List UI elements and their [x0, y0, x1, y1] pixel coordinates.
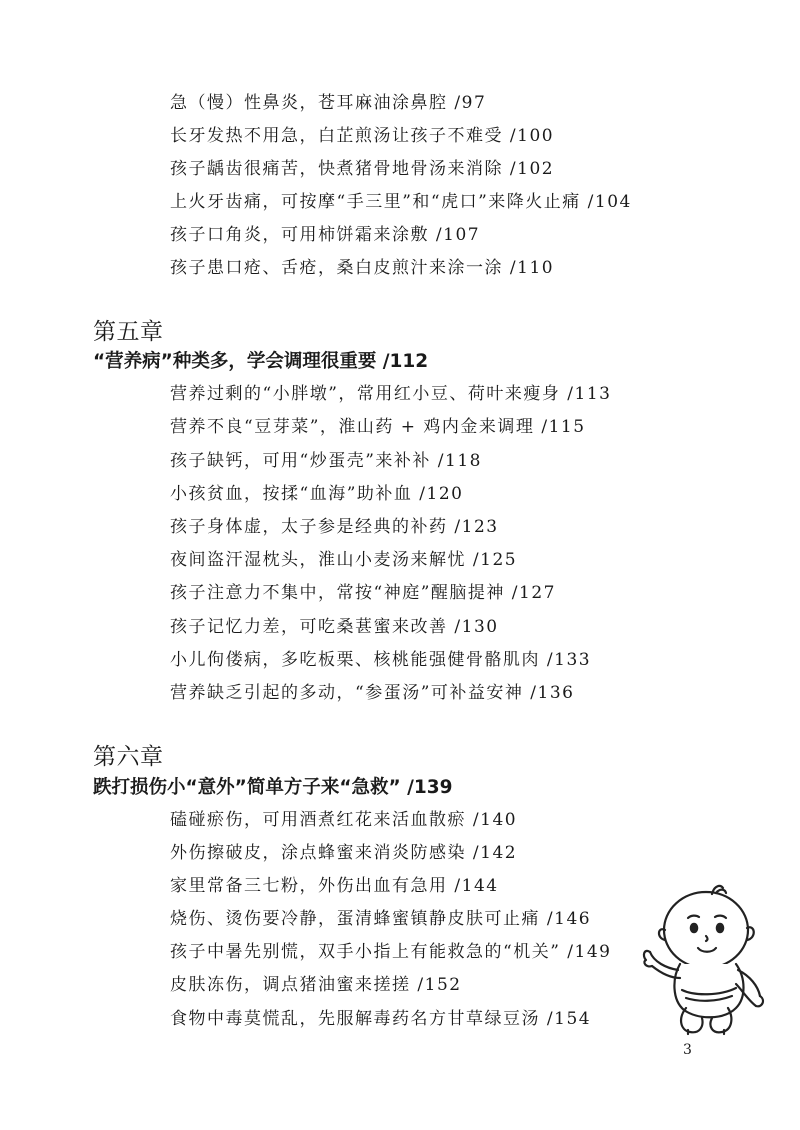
- toc-entry: 营养过剩的“小胖墩”，常用红小豆、荷叶来瘦身 /113: [170, 384, 612, 404]
- toc-entry: 上火牙齿痛，可按摩“手三里”和“虎口”来降火止痛 /104: [170, 192, 632, 212]
- toc-entry: 营养缺乏引起的多动，“参蛋汤”可补益安神 /136: [170, 683, 575, 703]
- toc-entry: 小孩贫血，按揉“血海”助补血 /120: [170, 484, 464, 504]
- toc-entry: 孩子龋齿很痛苦，快煮猪骨地骨汤来消除 /102: [170, 159, 555, 179]
- baby-illustration-icon: [628, 878, 778, 1038]
- chapter-label: 第五章: [93, 319, 164, 345]
- toc-entry: 孩子记忆力差，可吃桑葚蜜来改善 /130: [170, 617, 499, 637]
- toc-entry: 孩子身体虚，太子参是经典的补药 /123: [170, 517, 499, 537]
- toc-entry: 烧伤、烫伤要冷静，蛋清蜂蜜镇静皮肤可止痛 /146: [170, 909, 592, 929]
- toc-entry: 皮肤冻伤，调点猪油蜜来搓搓 /152: [170, 975, 462, 995]
- toc-entry: 长牙发热不用急，白芷煎汤让孩子不难受 /100: [170, 126, 555, 146]
- chapter-title: 跌打损伤小“意外”简单方子来“急救” /139: [93, 777, 453, 798]
- toc-entry: 小儿佝偻病，多吃板栗、核桃能强健骨骼肌肉 /133: [170, 650, 592, 670]
- chapter-title: “营养病”种类多，学会调理很重要 /112: [93, 351, 429, 372]
- toc-entry: 孩子注意力不集中，常按“神庭”醒脑提神 /127: [170, 583, 556, 603]
- toc-entry: 孩子患口疮、舌疮，桑白皮煎汁来涂一涂 /110: [170, 258, 555, 278]
- toc-entry: 急（慢）性鼻炎，苍耳麻油涂鼻腔 /97: [170, 93, 487, 113]
- page-number: 3: [683, 1042, 692, 1058]
- toc-entry: 食物中毒莫慌乱，先服解毒药名方甘草绿豆汤 /154: [170, 1009, 592, 1029]
- chapter-label: 第六章: [93, 744, 164, 770]
- toc-entry: 家里常备三七粉，外伤出血有急用 /144: [170, 876, 499, 896]
- toc-entry: 磕碰瘀伤，可用酒煮红花来活血散瘀 /140: [170, 810, 518, 830]
- toc-entry: 孩子缺钙，可用“炒蛋壳”来补补 /118: [170, 451, 482, 471]
- toc-entry: 孩子中暑先别慌，双手小指上有能救急的“机关” /149: [170, 942, 612, 962]
- toc-entry: 孩子口角炎，可用柿饼霜来涂敷 /107: [170, 225, 481, 245]
- toc-entry: 外伤擦破皮，涂点蜂蜜来消炎防感染 /142: [170, 843, 518, 863]
- toc-entry: 夜间盗汗湿枕头，淮山小麦汤来解忧 /125: [170, 550, 518, 570]
- toc-entry: 营养不良“豆芽菜”，淮山药 + 鸡内金来调理 /115: [170, 417, 586, 437]
